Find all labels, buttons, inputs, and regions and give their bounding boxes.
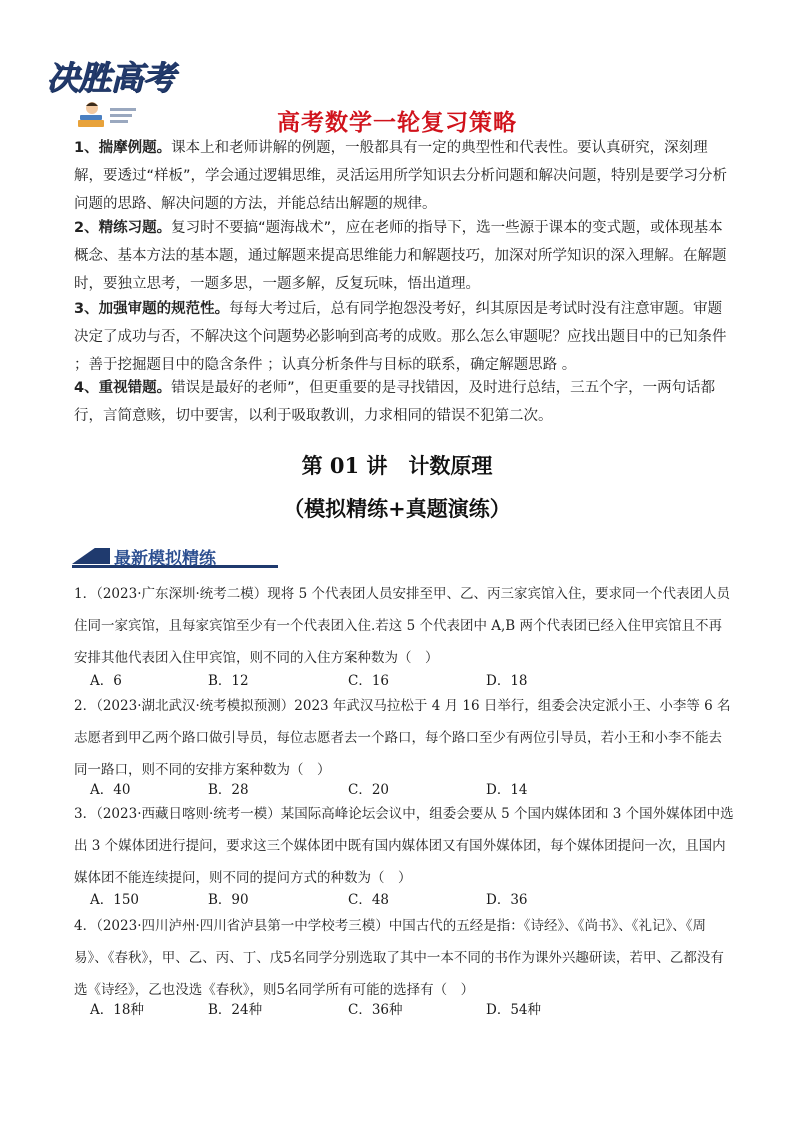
strategy-item xyxy=(74,134,736,218)
strategy-item xyxy=(74,295,736,379)
option-a: A．150 xyxy=(90,892,140,908)
question-text: 3．（2023·西藏日喀则·统考一模）某国际高峰论坛会议中，组委会要从 5 个国内媒体团和 3 个国外媒体团中选出 3 个媒体团进行提问，要求这三个媒体团中既有国内媒体团又有国外媒体团，每个媒体团提问一次，且国内媒体团不能连续提问，则不同的提问方式的种数为（ ） xyxy=(74,806,734,886)
strategy-label: 1、揣摩例题。 xyxy=(74,140,172,156)
option-a: A．18种 xyxy=(90,1002,144,1018)
section-header xyxy=(72,544,278,568)
option-d: D．36 xyxy=(486,892,528,908)
strategy-label: 4、重视错题。 xyxy=(74,380,172,396)
question-text: 2．（2023·湖北武汉·统考模拟预测）2023 年武汉马拉松于 4 月 16 日举行，组委会决定派小王、小李等 6 名志愿者到甲乙两个路口做引导员，每位志愿者去一个路口，每个路口至少有两位引导员，若小王和小李不能去同一路口，则不同的安排方案种数为（ ） xyxy=(74,698,731,778)
lecture-title: 第 01 讲 计数原理 xyxy=(301,453,493,478)
logo-text: 决胜高考 xyxy=(46,58,174,97)
option-d: D．14 xyxy=(486,782,528,798)
option-a: A．6 xyxy=(90,673,122,689)
option-b: B．24种 xyxy=(208,1002,263,1018)
strategy-text: 错误是最好的老师”，但更重要的是寻找错因，及时进行总结，三五个字，一两句话都行，言简意赅，切中要害，以利于吸取教训，力求相同的错误不犯第二次。 xyxy=(74,380,716,424)
question-text: 1．（2023·广东深圳·统考二模）现将 5 个代表团人员安排至甲、乙、丙三家宾馆入住，要求同一个代表团人员住同一家宾馆，且每家宾馆至少有一个代表团入住.若这 5 个代表团中 A,B 两个代表团已经入住甲宾馆且不再安排其他代表团入住甲宾馆，则不同的入住方案种数为（ ） xyxy=(74,586,730,666)
strategy-label: 2、精练习题。 xyxy=(74,220,172,236)
strategy-item xyxy=(74,374,736,430)
strategy-text: 课本上和老师讲解的例题，一般都具有一定的典型性和代表性。要认真研究，深刻理解，要透过“样板”，学会通过逻辑思维，灵活运用所学知识去分析问题和解决问题，特别是要学习分析问题的思路、解决问题的方法，并能总结出解题的规律。 xyxy=(74,140,728,212)
option-a: A．40 xyxy=(90,782,131,798)
option-b: B．12 xyxy=(208,673,249,689)
option-c: C．48 xyxy=(348,892,390,908)
lecture-subtitle: （模拟精练+真题演练） xyxy=(283,496,511,521)
strategy-text: 复习时不要搞“题海战术”，应在老师的指导下，选一些源于课本的变式题，或体现基本概念、基本方法的基本题，通过解题来提高思维能力和解题技巧，加深对所学知识的深入理解。在解题时，要独立思考，一题多思，一题多解，反复玩味，悟出道理。 xyxy=(74,220,727,292)
option-d: D．18 xyxy=(486,673,528,689)
option-d: D．54种 xyxy=(486,1002,542,1018)
option-b: B．90 xyxy=(208,892,249,908)
section-title: 最新模拟精练 xyxy=(114,549,216,569)
strategy-label: 3、加强审题的规范性。 xyxy=(74,301,230,317)
option-c: C．16 xyxy=(348,673,390,689)
question-text: 4．（2023·四川泸州·四川省泸县第一中学校考三模）中国古代的五经是指：《诗经》、《尚书》、《礼记》、《周易》、《春秋》，甲、乙、丙、丁、戊5名同学分别选取了其中一本不同的书作为课外兴趣研读，若甲、乙都没有选《诗经》，乙也没选《春秋》，则5名同学所有可能的选择有（ ） xyxy=(74,918,724,998)
section-bar-decoration xyxy=(72,548,110,564)
strategy-item xyxy=(74,214,736,298)
main-title: 高考数学一轮复习策略 xyxy=(277,110,517,136)
option-b: B．28 xyxy=(208,782,249,798)
question-options xyxy=(90,998,650,1024)
option-c: C．20 xyxy=(348,782,390,798)
option-c: C．36种 xyxy=(348,1002,403,1018)
strategy-text: 每每大考过后，总有同学抱怨没考好，纠其原因是考试时没有注意审题。审题决定了成功与否，不解决这个问题势必影响到高考的成败。那么怎么审题呢？应找出题目中的已知条件 ；善于挖掘题目中的隐含条件 ；认真分析条件与目标的联系，确定解题思路 。 xyxy=(74,301,727,373)
